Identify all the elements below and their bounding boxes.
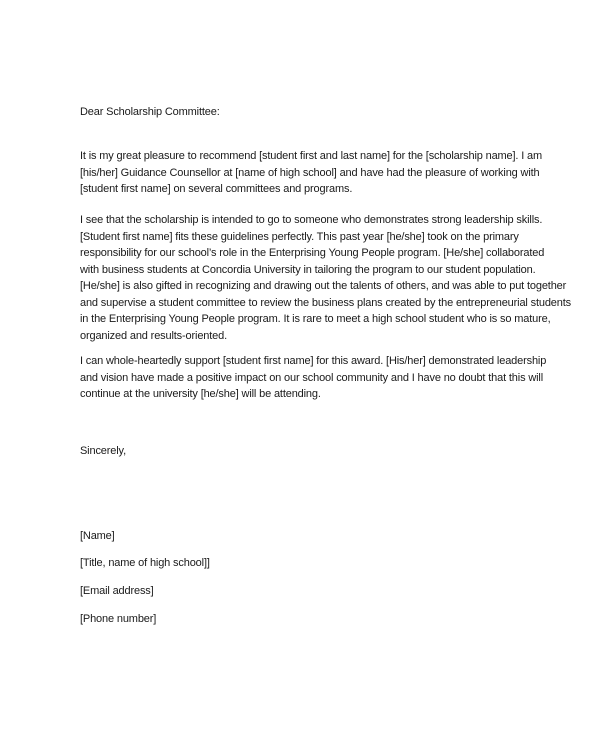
salutation: Dear Scholarship Committee: [80,106,220,118]
signature-title: [Title, name of high school]] [80,557,210,569]
paragraph-line: and vision have made a positive impact on our school community and I have no doubt that this will [80,371,543,384]
paragraph-line: [student first name] on several committees and programs. [80,183,353,195]
paragraph-line: [Student first name] fits these guidelines perfectly. This past year [he/she] took on the primary [80,230,519,243]
paragraph-line: responsibility for our school’s role in the Enterprising Young People program. [He/she] collaborated [80,247,545,259]
paragraph-line: [He/she] is also gifted in recognizing and drawing out the talents of others, and was able to put together [80,280,567,292]
paragraph-recommendation-intro [80,148,550,198]
paragraph-line: and supervise a student committee to review the business plans created by the entrepreneurial students [80,296,571,309]
signature-name: [Name] [80,530,115,542]
paragraph-support [80,353,550,403]
closing: Sincerely, [80,445,126,457]
signature-phone: [Phone number] [80,613,157,625]
paragraph-line: continue at the university [he/she] will be attending. [80,388,321,400]
paragraph-leadership [80,212,571,344]
paragraph-line: I can whole-heartedly support [student first name] for this award. [His/her] demonstrated leadership [80,355,547,367]
paragraph-line: It is my great pleasure to recommend [student first and last name] for the [scholarship name]. I am [80,150,543,162]
signature-email: [Email address] [80,585,154,597]
paragraph-line: [his/her] Guidance Counsellor at [name of high school] and have had the pleasure of working with [80,166,540,179]
paragraph-line: I see that the scholarship is intended to go to someone who demonstrates strong leadership skills. [80,214,543,226]
paragraph-line: in the Enterprising Young People program. It is rare to meet a high school student who is so mature, [80,313,551,325]
paragraph-line: organized and results-oriented. [80,329,227,342]
paragraph-line: with business students at Concordia University in tailoring the program to our student population. [80,263,536,276]
